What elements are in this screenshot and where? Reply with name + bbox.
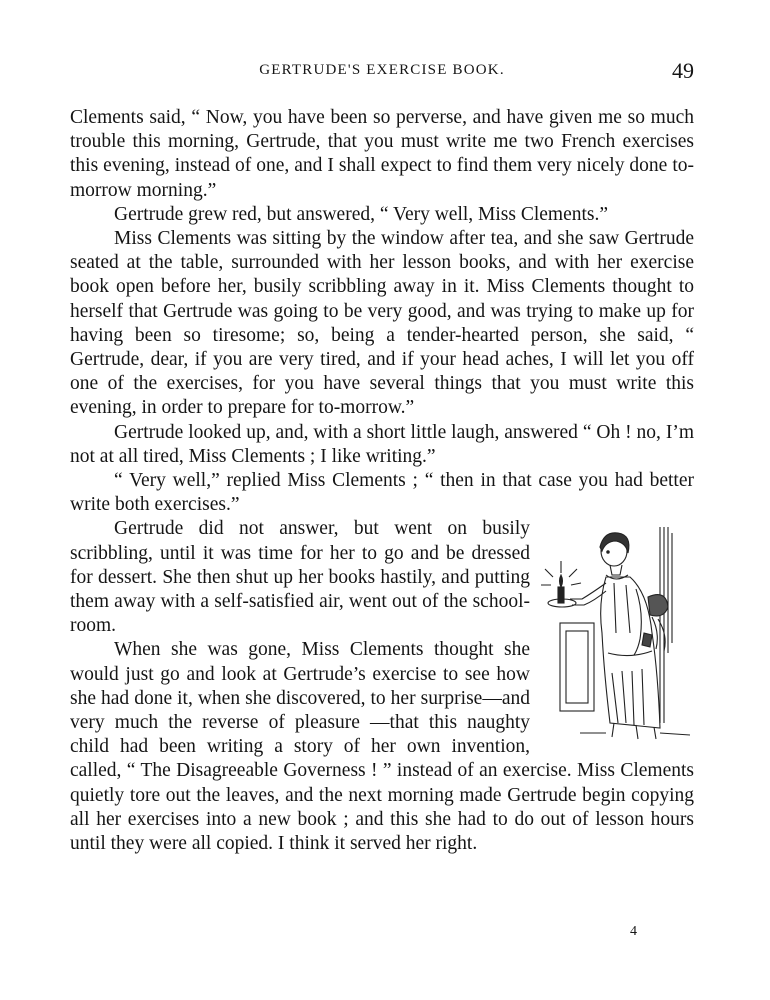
paragraph-4: Gertrude looked up, and, with a short little laugh, answered “ Oh ! no, I’m not at all tired, Miss Clements ; I like writing.” bbox=[70, 421, 694, 467]
running-title: GERTRUDE'S EXERCISE BOOK. bbox=[259, 62, 505, 78]
paragraph-2: Gertrude grew red, but answered, “ Very well, Miss Clements.” bbox=[114, 203, 609, 225]
illustration-girl-with-candle bbox=[540, 523, 698, 755]
signature-mark: 4 bbox=[630, 924, 637, 939]
paragraph-3: Miss Clements was sitting by the window after tea, and she saw Gertrude seated at the table, surrounded with her lesson books, and with her exercise book open before her, busily scribbling away in it. Miss Clements thought to herself that Gertrude was going to be very good, and was trying to make up for having been so tiresome; so, being a tender-hearted person, she said, “ Gertrude, dear, if you are very tired, and if your head aches, I will let you off one of the exercises, for you have several things that you must write this evening, in order to prepare for to-morrow.” bbox=[70, 228, 694, 419]
body-text bbox=[70, 106, 694, 856]
paragraph-5: “ Very well,” replied Miss Clements ; “ then in that case you had better write both exercises.” bbox=[70, 470, 694, 516]
paragraph-6-text: Gertrude did not answer, but went on busily scribbling, until it was time for her to go and be dressed for dessert. She then shut up her books hastily, and putting them away with a self-satisfied air, went out of the school-room. bbox=[70, 518, 530, 637]
page-number: 49 bbox=[672, 58, 694, 83]
paragraph-6 bbox=[70, 517, 694, 638]
paragraph-1: Clements said, “ Now, you have been so perverse, and have given me so much trouble this morning, Gertrude, that you must write me two French exercises this evening, instead of one, and I shall expect to find them very nicely done to-morrow morning.” bbox=[70, 107, 694, 201]
paragraph-7: When she was gone, Miss Clements thought she would just go and look at Gertrude’s exercise to see how she had done it, when she discovered, to her surprise—and very much the reverse of pleasure —that this naughty child had been writing a story of her own invention, called, “ The Disagreeable Governess ! ” instead of an exercise. Miss Clements quietly tore out the leaves, and the next morning made Gertrude begin copying all her exercises into a new book ; and this she had to do out of lesson hours until they were all copied. I think it served her right. bbox=[70, 639, 694, 855]
page-header bbox=[70, 58, 694, 86]
